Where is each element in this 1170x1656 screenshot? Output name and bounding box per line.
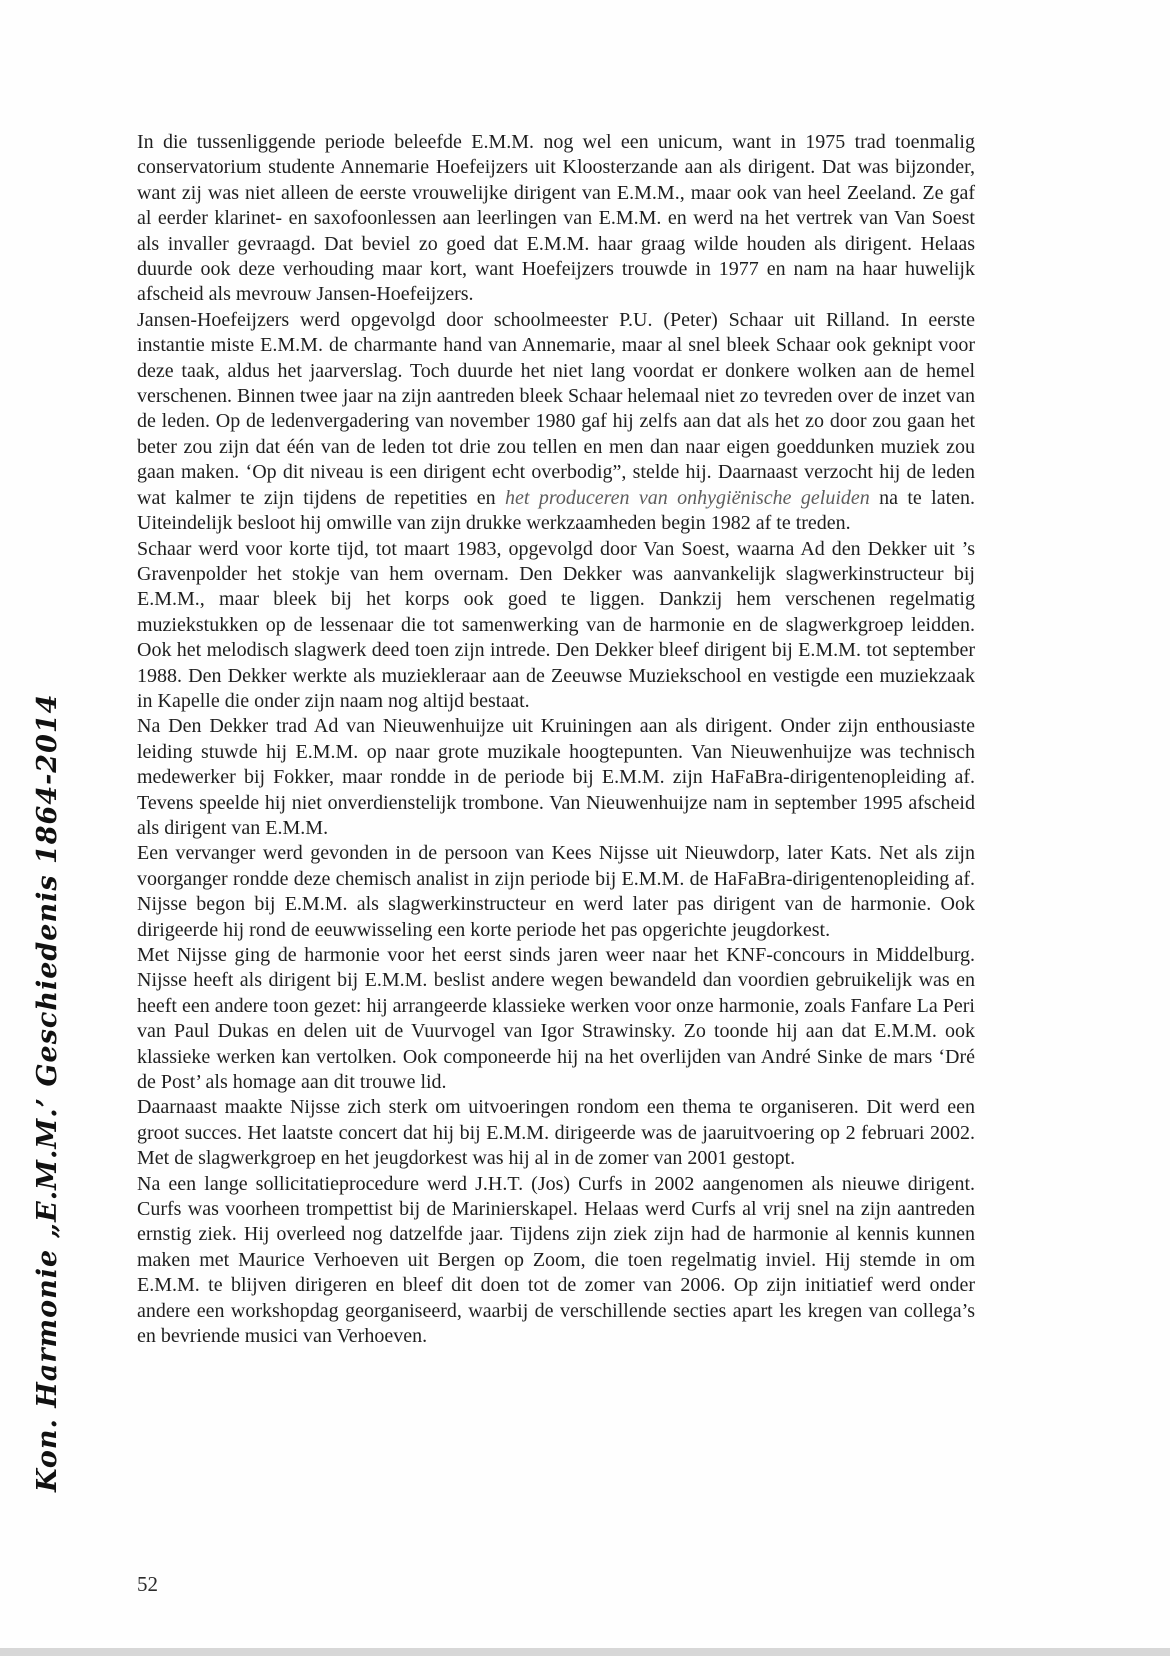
- paragraph: Na Den Dekker trad Ad van Nieuwenhuijze uit Kruiningen aan als dirigent. Onder zijn enthousiaste leiding stuwde hij E.M.M. op naar grote muzikale hoogtepunten. Van Nieuwenhuijze was technisch medewerker bij Fokker, maar rondde in de periode bij E.M.M. zijn HaFaBra-dirigentenopleiding af. Tevens speelde hij niet onverdienstelijk trombone. Van Nieuwenhuijze nam in september 1995 afscheid als dirigent van E.M.M.: [137, 715, 975, 839]
- paragraph: In die tussenliggende periode beleefde E.M.M. nog wel een unicum, want in 1975 trad toenmalig conservatorium studente Annemarie Hoefeijzers uit Kloosterzande aan als dirigent. Dat was bijzonder, want zij was niet alleen de eerste vrouwelijke dirigent van E.M.M., maar ook van heel Zeeland. Ze gaf al eerder klarinet- en saxofoonlessen aan leerlingen van E.M.M. en werd na het vertrek van Van Soest als invaller gevraagd. Dat beviel zo goed dat E.M.M. haar graag wilde houden als dirigent. Helaas duurde ook deze verhouding maar kort, want Hoefeijzers trouwde in 1977 en nam na haar huwelijk afscheid als mevrouw Jansen-Hoefeijzers.: [137, 131, 975, 306]
- italic-phrase: het produceren van onhygiënische geluiden: [505, 486, 870, 509]
- paragraph: Schaar werd voor korte tijd, tot maart 1983, opgevolgd door Van Soest, waarna Ad den Dekker uit ’s Gravenpolder het stokje van hem overnam. Den Dekker was aanvankelijk slagwerkinstructeur bij E.M.M., maar bleek bij het korps ook goed te liggen. Dankzij hem verschenen regelmatig muziekstukken op de lessenaar die tot samenwerking van de harmonie en de slagwerkgroep leidden. Ook het melodisch slagwerk deed toen zijn intrede. Den Dekker bleef dirigent bij E.M.M. tot september 1988. Den Dekker werkte als muziekleraar aan de Zeeuwse Muziekschool en vestigde een muziekzaak in Kapelle die onder zijn naam nog altijd bestaat.: [137, 537, 975, 712]
- paragraph: [137, 308, 975, 537]
- paragraph-text: Jansen-Hoefeijzers werd opgevolgd door schoolmeester P.U. (Peter) Schaar uit Rilland. In eerste instantie miste E.M.M. de charmante hand van Annemarie, maar al snel bleek Schaar ook geknipt voor deze taak, aldus het jaarverslag. Toch duurde het niet lang voordat er donkere wolken aan de hemel verschenen. Binnen twee jaar na zijn aantreden bleek Schaar helemaal niet zo tevreden over de inzet van de leden. Op de ledenvergadering van november 1980 gaf hij zelfs aan dat als het zo door zou gaan het beter zou zijn dat één van de leden tot drie zou tellen en men dan naar eigen goeddunken muziek zou gaan maken. ‘Op dit niveau is een dirigent echt overbodig”, stelde hij. Daarnaast verzocht hij de leden wat kalmer te zijn tijdens de repetities en: [137, 308, 975, 509]
- paragraph: Na een lange sollicitatieprocedure werd J.H.T. (Jos) Curfs in 2002 aangenomen als nieuwe dirigent. Curfs was voorheen trompettist bij de Marinierskapel. Helaas werd Curfs al vrij snel na zijn aantreden ernstig ziek. Hij overleed nog datzelfde jaar. Tijdens zijn ziek zijn had de harmonie al kennis kunnen maken met Maurice Verhoeven uit Bergen op Zoom, die toen regelmatig inviel. Hij stemde in om E.M.M. te blijven dirigeren en bleef dit doen tot de zomer van 2006. Op zijn initiatief werd onder andere een workshopdag georganiseerd, waarbij de verschillende secties apart les kregen van collega’s en bevriende musici van Verhoeven.: [137, 1172, 975, 1348]
- paragraph: Daarnaast maakte Nijsse zich sterk om uitvoeringen rondom een thema te organiseren. Dit werd een groot succes. Het laatste concert dat hij bij E.M.M. dirigeerde was de jaaruitvoering op 2 februari 2002. Met de slagwerkgroep en het jeugdorkest was hij al in de zomer van 2001 gestopt.: [137, 1096, 975, 1170]
- page-body-text: [137, 130, 975, 1350]
- paragraph: Met Nijsse ging de harmonie voor het eerst sinds jaren weer naar het KNF-concours in Middelburg. Nijsse heeft als dirigent bij E.M.M. beslist andere wegen bewandeld dan voordien gebruikelijk was en heeft een andere toon gezet: hij arrangeerde klassieke werken voor onze harmonie, zoals Fanfare La Peri van Paul Dukas en delen uit de Vuurvogel van Igor Strawinsky. Zo toonde hij aan dat E.M.M. ook klassieke werken kan vertolken. Ook componeerde hij na het overlijden van André Sinke de mars ‘Dré de Post’ als homage aan dit trouwe lid.: [137, 944, 975, 1094]
- paragraph: Een vervanger werd gevonden in de persoon van Kees Nijsse uit Nieuwdorp, later Kats. Net als zijn voorganger rondde deze chemisch analist in zijn periode bij E.M.M. de HaFaBra-dirigentenopleiding af. Nijsse begon bij E.M.M. als slagwerkinstructeur en werd later pas dirigent van de harmonie. Ook dirigeerde hij rond de eeuwwisseling een korte periode het pas opgerichte jeugdorkest.: [137, 842, 975, 941]
- page-bottom-edge: [0, 1648, 1170, 1656]
- paragraph-text: na te laten. Uiteindelijk besloot hij omwille van zijn drukke werkzaamheden begin 1982 af te treden.: [137, 486, 976, 535]
- sidebar-vertical-title: Kon. Harmonie „E.M.M.’ Geschiedenis 1864-2014: [32, 693, 63, 1492]
- page-number: 52: [137, 1572, 158, 1596]
